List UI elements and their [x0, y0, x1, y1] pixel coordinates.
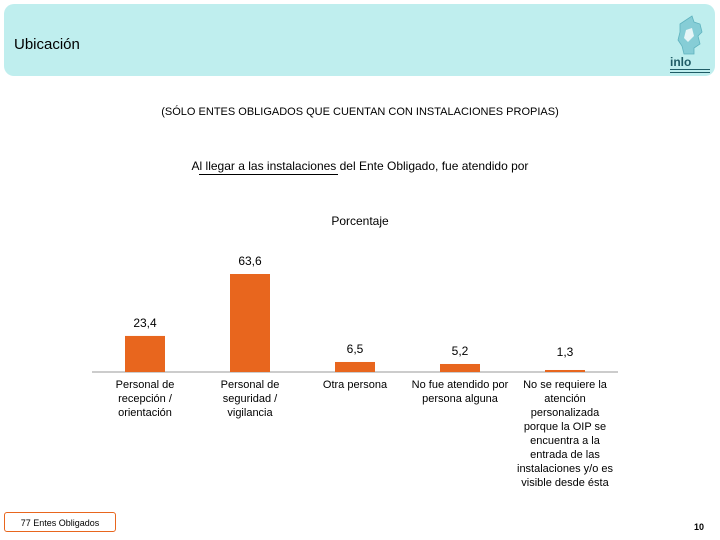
data-label: 1,3: [556, 345, 574, 359]
page-title: Ubicación: [14, 36, 80, 53]
data-label: 63,6: [238, 254, 262, 268]
survey-question: Al llegar a las instalaciones del Ente Obligado, fue atendido por: [191, 159, 529, 173]
bar: [125, 336, 165, 372]
chart-title: Porcentaje: [331, 214, 389, 228]
bar: [545, 370, 585, 372]
page-number: 10: [694, 522, 705, 532]
logo-text: inlo: [670, 55, 692, 69]
chart-subtitle: (SÓLO ENTES OBLIGADOS QUE CUENTAN CON INSTALACIONES PROPIAS): [161, 106, 559, 118]
category-label: Personal de seguridad / vigilancia: [220, 379, 280, 419]
category-label: No se requiere la atención personalizada porque la OIP se encuentra a la entrada de las instalaciones y/o es visible desde ésta: [517, 379, 613, 489]
data-label: 5,2: [451, 343, 469, 358]
bar: [335, 362, 375, 372]
category-label: Personal de recepción / orientación: [115, 379, 175, 419]
data-label: 6,5: [346, 341, 364, 356]
bar: [230, 274, 270, 372]
category-label: Otra persona: [322, 379, 388, 391]
bar: [440, 364, 480, 372]
data-label: 23,4: [133, 315, 157, 330]
category-label: No fue atendido por persona alguna: [411, 379, 509, 405]
footer-note: 77 Entes Obligados: [4, 512, 116, 532]
